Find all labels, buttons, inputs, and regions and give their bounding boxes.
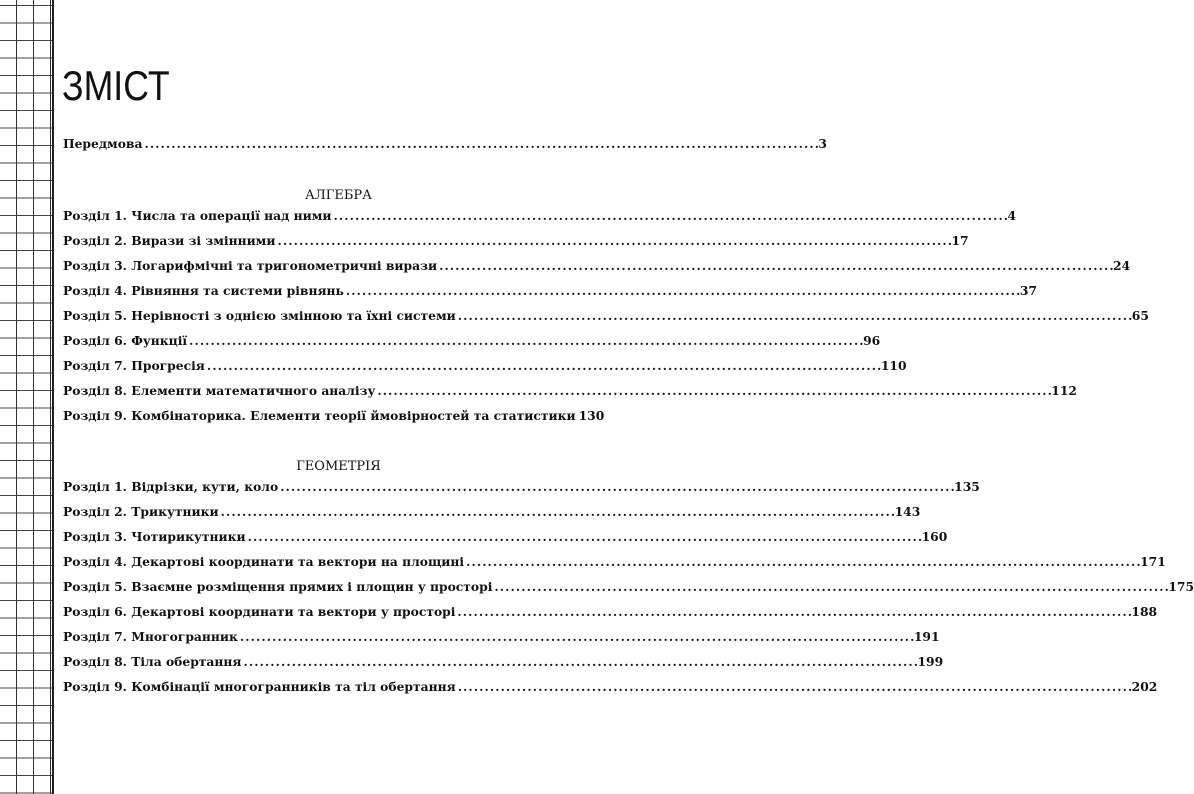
toc-row[interactable] <box>63 308 1149 333</box>
toc-label: Розділ 4. Рівняння та системи рівнянь <box>63 283 344 298</box>
dot-leader <box>334 208 1007 223</box>
toc-label: Передмова <box>63 136 143 151</box>
preface-entry <box>63 136 827 161</box>
toc-row[interactable] <box>63 233 969 258</box>
toc-page: 17 <box>951 233 969 248</box>
graph-paper-margin <box>0 0 54 794</box>
toc-row[interactable] <box>63 358 907 383</box>
toc-page: 202 <box>1131 679 1158 694</box>
toc-row[interactable] <box>63 579 1194 604</box>
toc-row[interactable] <box>63 479 980 504</box>
toc-row[interactable] <box>63 383 1077 408</box>
toc-label: Розділ 8. Тіла обертання <box>63 654 242 669</box>
toc-page: 199 <box>917 654 944 669</box>
toc-page: 171 <box>1140 554 1166 569</box>
toc-page: 3 <box>818 136 827 151</box>
toc-page: 135 <box>954 479 980 494</box>
toc-label: Розділ 1. Відрізки, кути, коло <box>63 479 279 494</box>
toc-label: Розділ 4. Декартові координати та вектори на площині <box>63 554 465 569</box>
toc-row[interactable] <box>63 283 1037 308</box>
toc-label: Розділ 8. Елементи математичного аналізу <box>63 383 376 398</box>
toc-page: 130 <box>578 408 605 423</box>
toc-row[interactable] <box>63 679 1158 704</box>
toc-label: Розділ 2. Трикутники <box>63 504 219 519</box>
toc-label: Розділ 9. Комбінаторика. Елементи теорії ймовірностей та статистики <box>63 408 576 423</box>
toc-row[interactable] <box>63 504 921 529</box>
toc-label: Розділ 5. Взаємне розміщення прямих і площин у просторі <box>63 579 493 594</box>
page-title: ЗМІСТ <box>62 62 170 109</box>
toc-page: 110 <box>880 358 907 373</box>
toc-label: Розділ 7. Прогресія <box>63 358 205 373</box>
toc-row[interactable] <box>63 654 944 679</box>
toc-label: Розділ 7. Многогранник <box>63 629 238 644</box>
toc-label: Розділ 3. Логарифмічні та тригонометричні вирази <box>63 258 438 273</box>
toc-page: 24 <box>1113 258 1131 273</box>
dot-leader <box>346 283 1019 298</box>
dot-leader <box>458 308 1131 323</box>
dot-leader <box>280 479 953 494</box>
toc-page: 191 <box>913 629 940 644</box>
dot-leader <box>144 136 817 151</box>
toc-row[interactable] <box>63 529 948 554</box>
toc-row[interactable] <box>63 408 605 433</box>
toc-page: 96 <box>863 333 881 348</box>
dot-leader <box>278 233 951 248</box>
section-heading-geometry: ГЕОМЕТРІЯ <box>296 459 381 474</box>
toc-page: 65 <box>1131 308 1149 323</box>
dot-leader <box>248 529 921 544</box>
dot-leader <box>240 629 913 644</box>
toc-label: Розділ 1. Числа та операції над ними <box>63 208 332 223</box>
toc-row[interactable] <box>63 258 1131 283</box>
toc-label: Розділ 6. Декартові координати та вектори у просторі <box>63 604 456 619</box>
toc-label: Розділ 3. Чотирикутники <box>63 529 246 544</box>
dot-leader <box>458 679 1131 694</box>
dot-leader <box>377 383 1050 398</box>
section-heading-algebra: АЛГЕБРА <box>305 188 372 203</box>
toc-label: Розділ 6. Функції <box>63 333 188 348</box>
toc-page: 143 <box>894 504 921 519</box>
toc-row[interactable] <box>63 208 1017 233</box>
toc-page: 112 <box>1051 383 1077 398</box>
algebra-section <box>63 183 1149 433</box>
dot-leader <box>494 579 1167 594</box>
toc-row-preface[interactable] <box>63 136 827 161</box>
toc-page: 175 <box>1168 579 1194 594</box>
toc-page: 160 <box>921 529 948 544</box>
toc-page: 4 <box>1007 208 1017 223</box>
dot-leader <box>243 654 916 669</box>
dot-leader <box>466 554 1139 569</box>
dot-leader <box>207 358 880 373</box>
toc-label: Розділ 5. Нерівності з однією змінною та їхні системи <box>63 308 456 323</box>
toc-page: 37 <box>1019 283 1037 298</box>
toc-label: Розділ 2. Вирази зі змінними <box>63 233 276 248</box>
dot-leader <box>189 333 862 348</box>
toc-row[interactable] <box>63 629 940 654</box>
dot-leader <box>457 604 1130 619</box>
dot-leader <box>221 504 894 519</box>
toc-row[interactable] <box>63 554 1166 579</box>
geometry-section <box>63 454 1194 704</box>
toc-row[interactable] <box>63 604 1158 629</box>
dot-leader <box>439 258 1112 273</box>
toc-row[interactable] <box>63 333 881 358</box>
toc-page: 188 <box>1131 604 1158 619</box>
toc-label: Розділ 9. Комбінації многогранників та тіл обертання <box>63 679 456 694</box>
